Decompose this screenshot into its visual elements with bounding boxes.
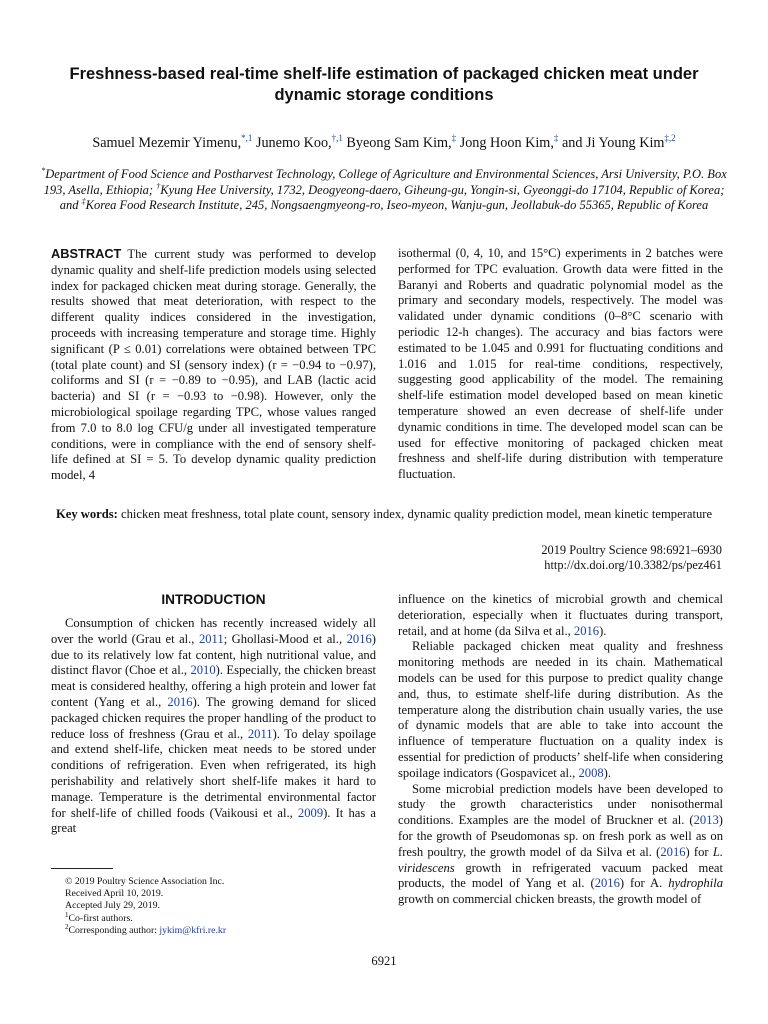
reference-link[interactable]: 2016 [573,623,600,638]
keywords [40,507,728,523]
affiliation-mark: ‡ [81,197,86,207]
introduction-left-column [51,616,376,837]
abstract-heading: ABSTRACT [51,246,122,261]
abstract-text: The current study was performed to develop dynamic quality and shelf-life prediction models using selected index for packaged chicken meat during storage. Generally, the results showed that meat deterioration, with respect to the different quality indices considered in the investigation, proceeds with increasing temperature and storage time. Highly significant (P ≤ 0.01) correlations were obtained between TPC (total plate count) and SI (sensory index) (r = −0.94 to −0.97), coliforms and SI (r = −0.89 to −0.95), and LAB (lactic acid bacteria) and SI (r = −0.93 to −0.98). However, only the microbiological spoilage regarding TPC, whose values ranged from 7.0 to 8.0 log CFU/g under all investigated temperature conditions, were in compliance with the end of sensory shelf-life defined at SI = 5. To develop dynamic quality prediction model, 4 [51,247,376,483]
reference-link[interactable]: 2016 [660,844,686,859]
citation-line: 2019 Poultry Science 98:6921–6930 [541,543,722,557]
reference-link[interactable]: 2016 [594,876,620,891]
reference-link[interactable]: 2016 [346,631,372,646]
author-name: and Ji Young Kim [558,135,665,151]
footnote-mark: 2 [65,922,69,931]
author-affiliation-mark[interactable]: *,1 [241,133,253,143]
author-affiliation-mark[interactable]: ‡ [451,133,457,143]
affiliation-text: Department of Food Science and Postharvest Technology, College of Agriculture and Environmental Sciences, Arsi University, P.O. Box 193, Asella, Ethiopia; [43,167,727,197]
text-run: ). It has a great [51,805,377,836]
paragraph [398,592,723,639]
abstract-text: isothermal (0, 4, 10, and 15°C) experiments in 2 batches were performed for TPC evaluation. Growth data were fitted in the Baranyi and Roberts and quadratic polynomial model as the primary and secondary models, respectively. The model was validated under dynamic conditions (0–8°C scenario with periodic 12-h changes). The accuracy and bias factors were estimated to be 1.045 and 0.991 for fluctuating conditions and 1.016 and 1.015 for real-time conditions, respectively, suggesting good applicability of the model. The remaining shelf-life estimation model developed based on mean kinetic temperature showed an even decrease of shelf-life under dynamic conditions in time. The developed model scan can be used for effective monitoring of packaged chicken meat freshness and shelf-life during distribution with temperature fluctuation. [398,246,723,482]
text-run: ). [599,623,607,638]
reference-link[interactable]: 2010 [190,663,216,678]
footnote-divider [51,868,113,869]
reference-link[interactable]: 2011 [198,631,224,646]
footnote-text: Co-first authors. [68,912,133,924]
author-name: Byeong Sam Kim, [342,135,452,151]
paragraph [398,639,723,781]
footnote-text: Corresponding author: [68,924,160,936]
author-name: Junemo Koo, [252,135,332,151]
text-run: ). Especially, the chicken breast meat is considered healthy, offering a high protein and lower fat content (Yang et al., [51,663,376,709]
reference-link[interactable]: 2016 [167,694,193,709]
text-run: Consumption of chicken has recently increased widely all over the world (Grau et al., [51,616,376,646]
abstract-right-column [398,246,723,483]
footnote-mark: 1 [65,910,69,919]
keywords-text: chicken meat freshness, total plate count, sensory index, dynamic quality prediction model, mean kinetic temperature [117,507,713,521]
text-run: ). The growing demand for sliced packaged chicken requires the proper handling of the product to reduce loss of freshness (Grau et al., [51,694,376,741]
reference-link[interactable]: 2011 [247,726,273,741]
author-affiliation-mark[interactable]: ‡ [553,133,559,143]
affiliation-mark: † [156,181,161,191]
text-run: growth on commercial chicken breasts, the growth model of [398,892,702,907]
text-run: ) for the growth of Pseudomonas sp. on fresh pork as well as on fresh poultry, the growth model of da Silva et al. ( [398,813,723,859]
affiliation-text: Korea Food Research Institute, 245, Nongsaengmyeong-ro, Iseo-myeon, Wanju-gun, Jeollabuk-do 55365, Republic of Korea [85,198,709,213]
reference-link[interactable]: 2013 [693,813,719,828]
text-run: ). To delay spoilage and extend shelf-life, chicken meat needs to be stored under conditions of refrigeration. Even when refrigerated, its high perishability and relatively short shelf-life makes it hard to manage. Temperature is the detrimental environmental factor for shelf-life of chilled foods (Vaikousi et al., [51,726,376,820]
text-run: ) for A. [619,876,669,891]
text-run: ) due to its relatively low fat content, high nutritional value, and distinct flavor (Choe et al., [51,631,376,678]
introduction-right-column [398,592,723,908]
accepted-date: Accepted July 29, 2019. [65,900,160,912]
email-link[interactable]: jykim@kfri.re.kr [159,924,227,936]
species-name: L. viridescens [398,844,723,875]
copyright-line: © 2019 Poultry Science Association Inc. [65,876,225,887]
text-run: ) for [685,844,713,859]
reference-link[interactable]: 2009 [297,805,324,820]
keywords-label: Key words: [55,507,118,521]
affiliation-text: Kyung Hee University, 1732, Deogyeong-daero, Giheung-gu, Yongin-si, Gyeonggi-do 17104, Republic of Korea; and [59,182,725,213]
footnote-co-first [65,910,375,925]
text-run: growth in refrigerated vacuum packed meat products, the model of Yang et al. ( [398,860,723,891]
author-affiliation-mark[interactable]: †,1 [331,133,343,143]
paragraph [398,782,723,908]
doi-link[interactable]: http://dx.doi.org/10.3382/ps/pez461 [544,558,722,573]
footnote-corresponding [65,922,375,937]
text-run: ). [603,765,611,780]
species-name: hydrophila [668,876,724,891]
author-name: Jong Hoon Kim, [456,135,554,151]
text-run: influence on the kinetics of microbial growth and chemical deterioration, especially when it fluctuates during transport, retail, and at home (da Silva et al., [398,592,723,638]
page-number: 6921 [371,954,397,968]
author-affiliation-mark[interactable]: ‡,2 [664,133,676,143]
author-name: Samuel Mezemir Yimenu, [92,135,242,151]
paper-title: Freshness-based real-time shelf-life estimation of packaged chicken meat under dynamic storage conditions [69,65,699,104]
text-run: Some microbial prediction models have been developed to study the growth characteristics under nonisothermal conditions. Examples are the model of Bruckner et al. ( [398,781,723,828]
reference-link[interactable]: 2008 [578,765,604,780]
affiliations [40,167,728,214]
section-heading-introduction: INTRODUCTION [161,592,266,607]
author-list [30,134,738,152]
text-run: Reliable packaged chicken meat quality and freshness monitoring methods are needed in its chain. Mathematical models can be used for this purpose to predict quality change and, thus, to estimate shelf-life during distribution. As the temperature along the distribution chain usually varies, the use of dynamic models that are able to take into account the influence of temperature fluctuation on a quality index is essential for prediction of products’ shelf-life when considering spoilage indicators (Gospavicet al., [398,639,723,780]
affiliation-mark: * [41,166,46,175]
paragraph [51,616,376,837]
text-run: ; Ghollasi-Mood et al., [223,631,347,646]
abstract-left-column [51,246,376,484]
footnotes [65,876,375,937]
journal-citation [541,543,722,574]
received-date: Received April 10, 2019. [65,888,164,900]
